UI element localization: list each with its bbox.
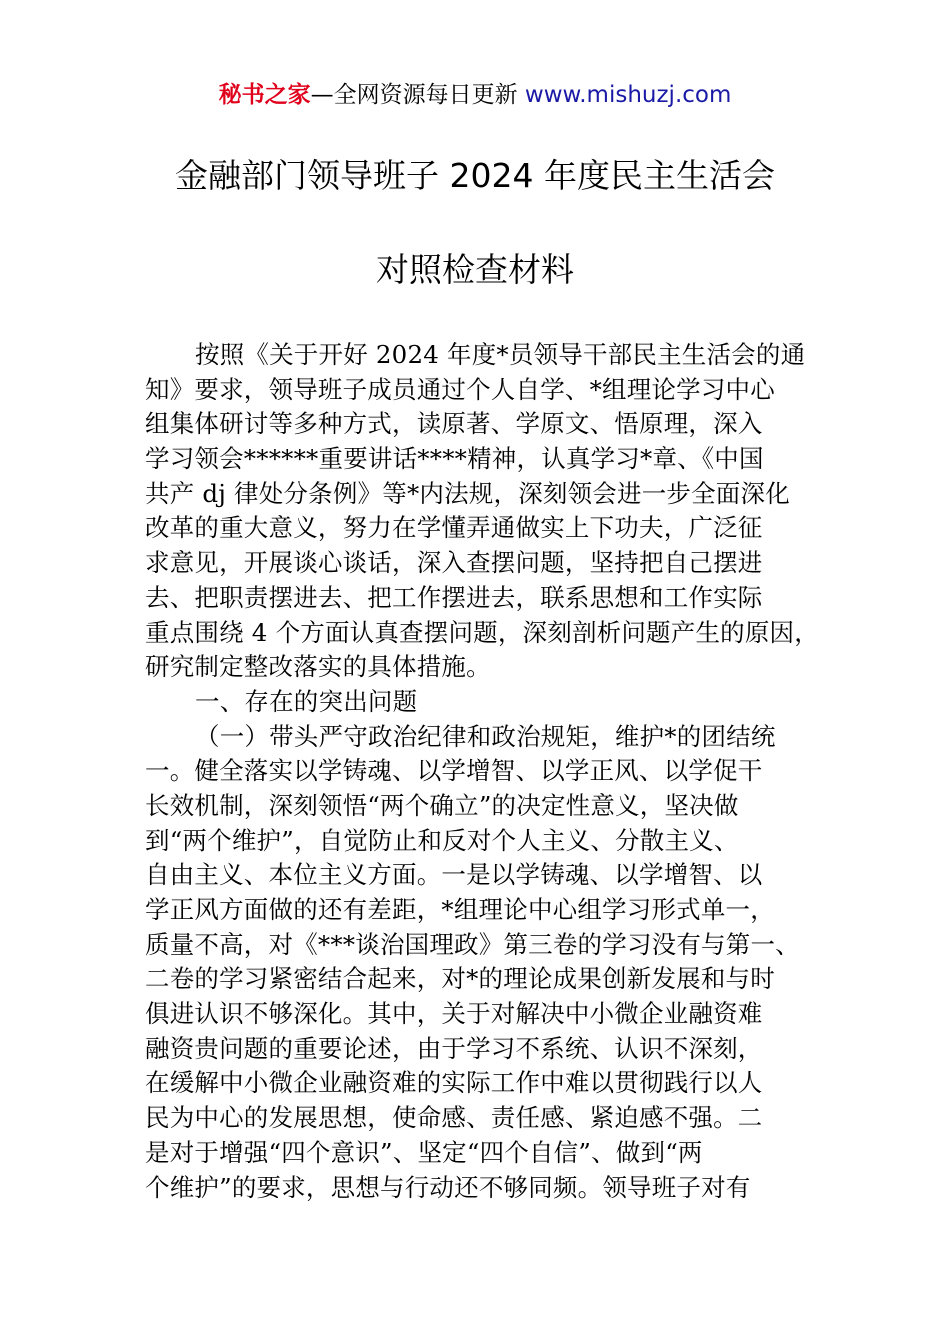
body-line: 知》要求，领导班子成员通过个人自学、*组理论学习中心 xyxy=(145,374,775,404)
body-line: 求意见，开展谈心谈话，深入查摆问题，坚持把自己摆进 xyxy=(145,548,763,578)
body-line: 组集体研讨等多种方式，读原著、学原文、悟原理，深入 xyxy=(145,409,763,439)
document-body xyxy=(145,338,830,1205)
body-line: 一。健全落实以学铸魂、以学增智、以学正风、以学促干 xyxy=(145,756,763,786)
body-line: 个维护”的要求，思想与行动还不够同频。领导班子对有 xyxy=(145,1172,751,1202)
document-title-line-1: 金融部门领导班子 2024 年度民主生活会 xyxy=(175,156,775,195)
body-line: 学正风方面做的还有差距，*组理论中心组学习形式单一， xyxy=(145,895,775,924)
body-line: （一）带头严守政治纪律和政治规矩，维护*的团结统 xyxy=(195,721,776,751)
body-line: 在缓解中小微企业融资难的实际工作中难以贯彻践行以人 xyxy=(145,1068,763,1098)
body-line: 学习领会******重要讲话****精神，认真学习*章、《中国 xyxy=(145,444,764,474)
site-brand: 秘书之家 xyxy=(218,82,311,108)
body-line: 融资贵问题的重要论述，由于学习不系统、认识不深刻， xyxy=(145,1033,763,1063)
section-heading: 一、存在的突出问题 xyxy=(195,686,418,716)
body-line: 共产 dj 律处分条例》等*内法规，深刻领会进一步全面深化 xyxy=(145,478,790,508)
document-title-line-2: 对照检查材料 xyxy=(376,250,574,289)
body-line: 是对于增强“四个意识”、坚定“四个自信”、做到“两 xyxy=(145,1137,703,1167)
site-tagline: —全网资源每日更新 xyxy=(310,82,525,108)
body-line: 去、把职责摆进去、把工作摆进去，联系思想和工作实际 xyxy=(145,582,763,612)
body-line: 改革的重大意义，努力在学懂弄通做实上下功夫，广泛征 xyxy=(145,513,763,543)
site-url-link[interactable]: www.mishuzj.com xyxy=(524,82,732,108)
body-line: 长效机制，深刻领悟“两个确立”的决定性意义，坚决做 xyxy=(145,790,739,820)
body-line: 自由主义、本位主义方面。一是以学铸魂、以学增智、以 xyxy=(145,860,763,890)
body-line: 到“两个维护”，自觉防止和反对个人主义、分散主义、 xyxy=(145,825,739,855)
site-banner xyxy=(0,78,950,112)
body-line: 民为中心的发展思想，使命感、责任感、紧迫感不强。二 xyxy=(145,1103,763,1133)
body-line: 研究制定整改落实的具体措施。 xyxy=(145,652,491,682)
body-line: 质量不高，对《***谈治国理政》第三卷的学习没有与第一、 xyxy=(145,929,800,959)
body-line: 俱进认识不够深化。其中，关于对解决中小微企业融资难 xyxy=(145,999,763,1029)
body-line: 按照《关于开好 2024 年度*员领导干部民主生活会的通 xyxy=(195,340,806,369)
body-line: 重点围绕 4 个方面认真查摆问题，深刻剖析问题产生的原因， xyxy=(145,617,819,647)
body-line: 二卷的学习紧密结合起来，对*的理论成果创新发展和与时 xyxy=(145,964,775,994)
